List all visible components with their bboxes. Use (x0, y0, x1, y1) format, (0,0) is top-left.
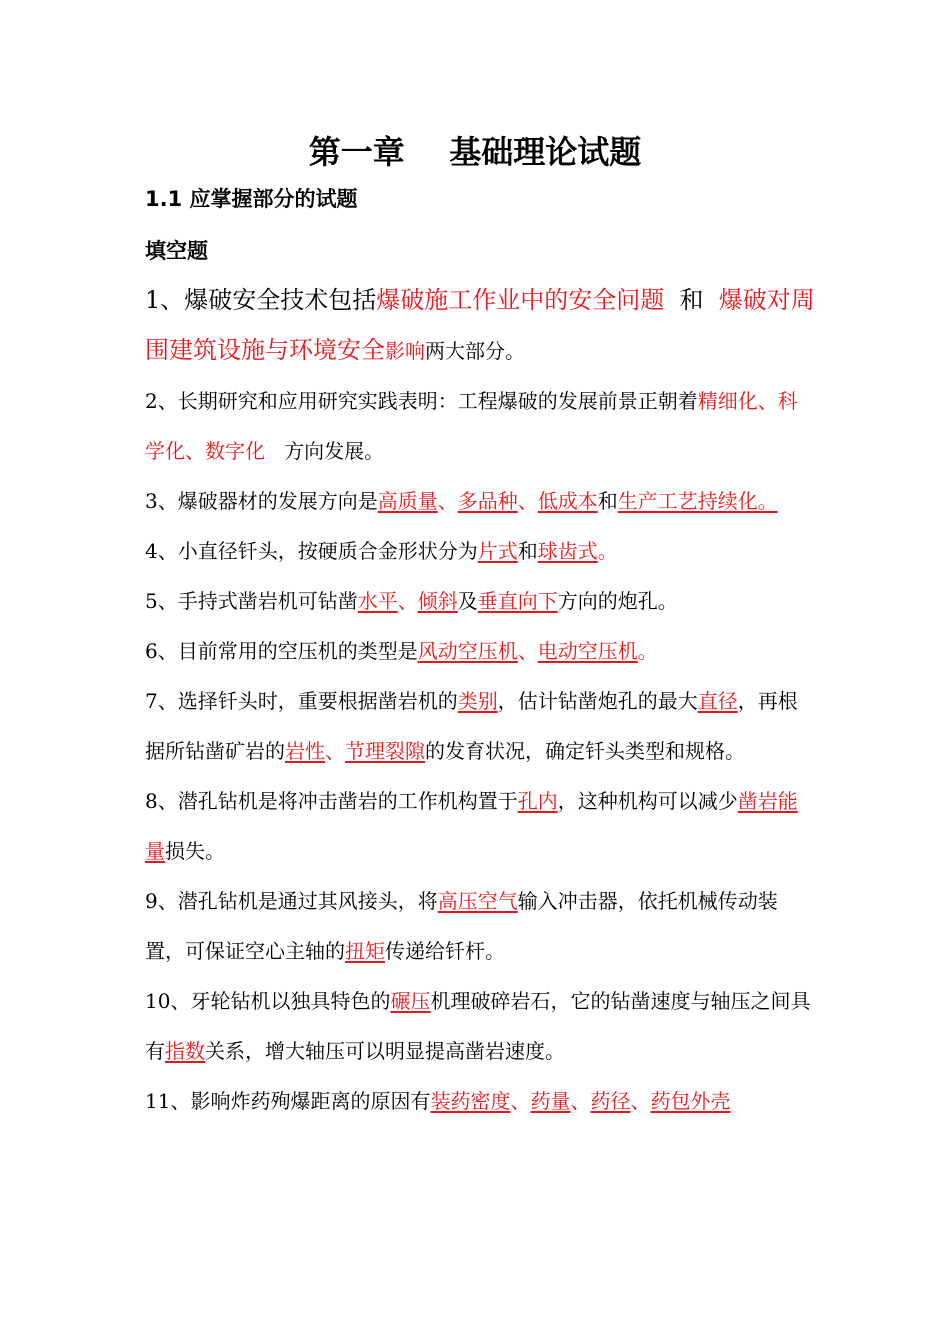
question-text: 的发育状况，确定钎头类型和规格。 (425, 739, 745, 763)
answer: 影响 (385, 339, 425, 363)
answer: 球齿式 (537, 539, 598, 563)
answer: 低成本 (537, 489, 598, 513)
answer: 装药密度 (430, 1089, 511, 1113)
question-list (145, 275, 815, 1126)
answer: 类别 (457, 689, 498, 713)
question-text: 9、潜孔钻机是通过其风接头，将 (145, 889, 438, 913)
question-text: 、 (517, 489, 538, 513)
answer: 片式 (477, 539, 518, 563)
answer: 倾斜 (417, 589, 458, 613)
question-text: 和 (517, 539, 538, 563)
question-text: 。 (637, 639, 658, 663)
question-text: 6、目前常用的空压机的类型是 (145, 639, 418, 663)
question-text: 和 (597, 489, 618, 513)
answer: 扭矩 (345, 939, 385, 963)
question-text: 1、爆破安全技术包括 (145, 286, 377, 314)
question-2 (145, 376, 815, 476)
question-text: 输入冲击器，依托机械传动装置，可保证空心主轴的 (145, 889, 778, 963)
answer: 直径 (697, 689, 738, 713)
answer: 碾压 (390, 989, 431, 1013)
question-text: 传递给钎杆。 (385, 939, 505, 963)
question-8 (145, 776, 815, 876)
subsection-heading: 填空题 (145, 239, 208, 263)
answer: 爆破施工作业中的安全问题 (376, 286, 665, 314)
answer: 爆破对周围建筑设施与环境安全 (145, 286, 815, 364)
answer: 药径 (590, 1089, 631, 1113)
answer: 岩性 (285, 739, 325, 763)
answer: 高质量 (377, 489, 438, 513)
question-text: 4、小直径钎头，按硬质合金形状分为 (145, 539, 478, 563)
question-text: ，估计钻凿炮孔的最大 (497, 689, 698, 713)
answer: 药包外壳 (650, 1089, 731, 1113)
question-text: 关系，增大轴压可以明显提高凿岩速度。 (205, 1039, 565, 1063)
question-text: 两大部分。 (425, 339, 525, 363)
answer: 凿岩能量 (145, 789, 798, 863)
question-10 (145, 976, 815, 1076)
answer: 垂直向下 (477, 589, 558, 613)
answer: 电动空压机 (537, 639, 638, 663)
question-text: 方向发展。 (265, 439, 385, 463)
chapter-title: 第一章 基础理论试题 (308, 133, 642, 171)
answer: 水平 (357, 589, 398, 613)
question-text: 、 (630, 1089, 651, 1113)
question-5 (145, 576, 815, 626)
question-6 (145, 626, 815, 676)
question-9 (145, 876, 815, 976)
question-4 (145, 526, 815, 576)
question-text: 、 (570, 1089, 591, 1113)
question-text: 、 (397, 589, 418, 613)
answer: 节理裂隙 (345, 739, 425, 763)
question-text: 。 (597, 539, 618, 563)
question-text: 5、手持式凿岩机可钻凿 (145, 589, 358, 613)
question-text: 和 (664, 286, 719, 314)
answer: 孔内 (517, 789, 558, 813)
question-text: 10、牙轮钻机以独具特色的 (145, 989, 391, 1013)
question-7 (145, 676, 815, 776)
question-text: ，再根据所钻凿矿岩的 (145, 689, 798, 763)
answer: 指数 (165, 1039, 205, 1063)
question-text: 、 (517, 639, 538, 663)
question-text: 7、选择钎头时，重要根据凿岩机的 (145, 689, 458, 713)
section-heading: 1.1 应掌握部分的试题 (145, 187, 358, 211)
question-text: 、 (325, 739, 345, 763)
question-text: 11、影响炸药殉爆距离的原因有 (145, 1089, 431, 1113)
answer: 高压空气 (437, 889, 518, 913)
question-text: 机理破碎岩石，它的钻凿速度与轴压之间具有 (145, 989, 811, 1063)
answer: 多品种 (457, 489, 518, 513)
question-text: 方向的炮孔。 (557, 589, 678, 613)
answer: 精细化、科学化、数字化 (145, 389, 798, 463)
question-1 (145, 275, 815, 376)
answer: 风动空压机 (417, 639, 518, 663)
question-text: 8、潜孔钻机是将冲击凿岩的工作机构置于 (145, 789, 518, 813)
answer: 药量 (530, 1089, 571, 1113)
question-3 (145, 476, 815, 526)
question-text: 2、长期研究和应用研究实践表明：工程爆破的发展前景正朝着 (145, 389, 698, 413)
question-text: 及 (457, 589, 478, 613)
question-11 (145, 1076, 815, 1126)
question-text: 、 (510, 1089, 531, 1113)
answer: 生产工艺持续化。 (617, 489, 778, 513)
question-text: 损失。 (165, 839, 225, 863)
question-text: 、 (437, 489, 458, 513)
question-text: 3、爆破器材的发展方向是 (145, 489, 378, 513)
question-text: ，这种机构可以减少 (557, 789, 738, 813)
